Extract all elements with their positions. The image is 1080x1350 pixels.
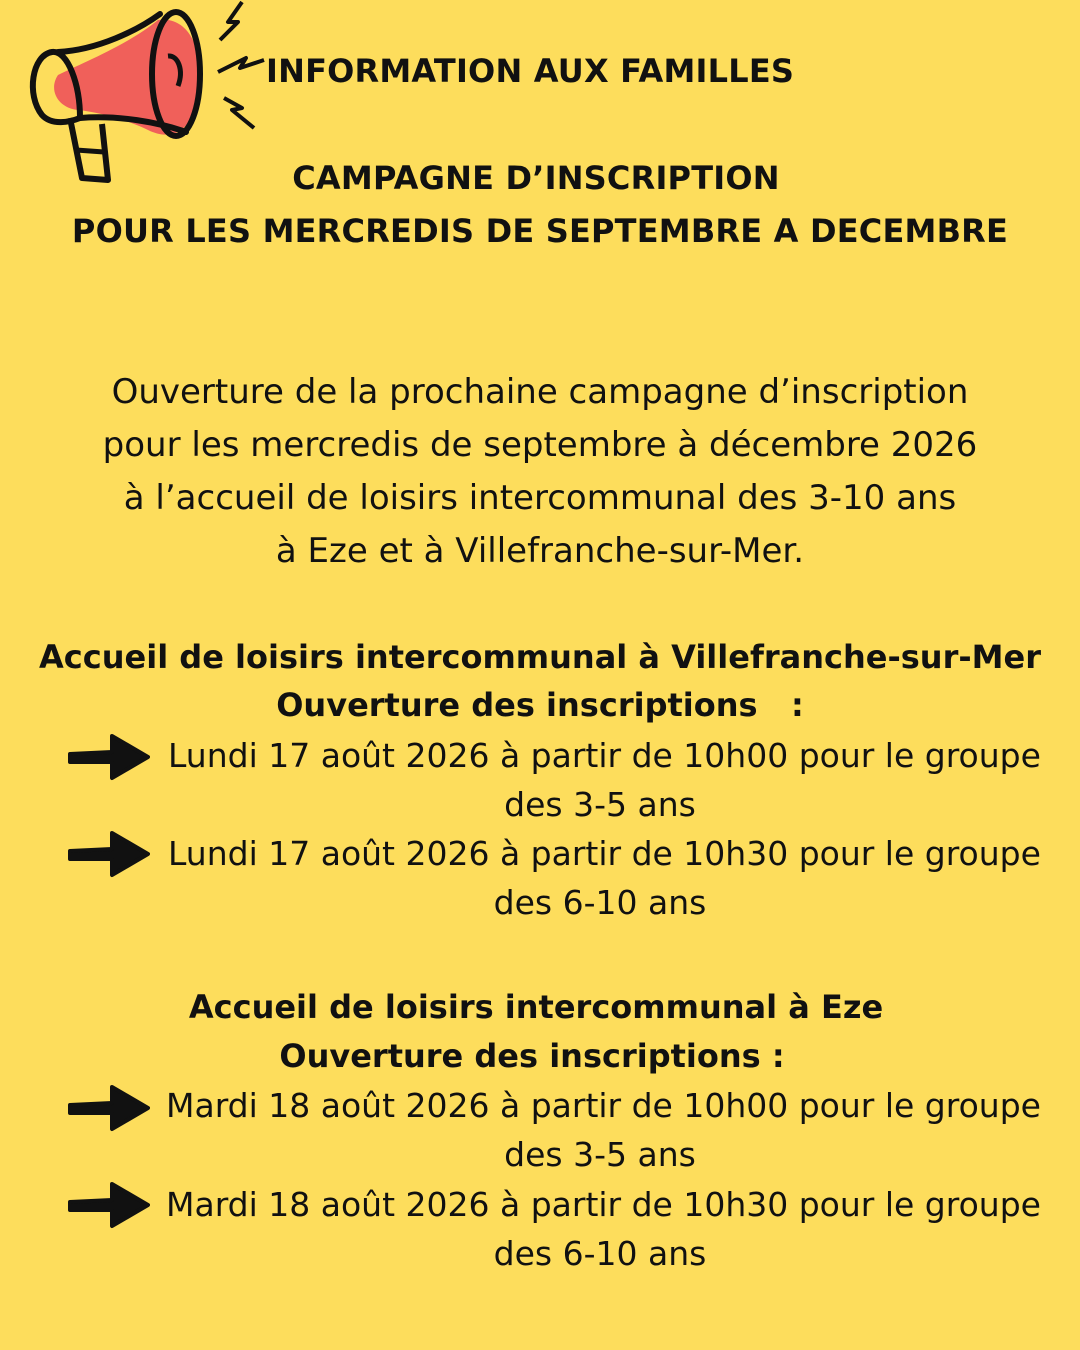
header-title: INFORMATION AUX FAMILLES xyxy=(266,52,795,90)
section-villefranche-title: Accueil de loisirs intercommunal à Villefranche-sur-Mer xyxy=(39,638,1041,676)
arrow-right-icon xyxy=(66,732,150,782)
entry-villefranche-2-line1: Lundi 17 août 2026 à partir de 10h30 pour le groupe xyxy=(168,834,1041,873)
section-villefranche-subtitle: Ouverture des inscriptions : xyxy=(276,686,804,724)
intro-line-2: pour les mercredis de septembre à décembre 2026 xyxy=(102,425,978,465)
intro-line-4: à Eze et à Villefranche-sur-Mer. xyxy=(275,531,805,571)
arrow-right-icon xyxy=(66,829,150,879)
entry-villefranche-1-line1: Lundi 17 août 2026 à partir de 10h00 pour le groupe xyxy=(168,736,1041,775)
entry-villefranche-2-line2: des 6-10 ans xyxy=(493,883,707,922)
intro-line-3: à l’accueil de loisirs intercommunal des 3-10 ans xyxy=(123,478,957,518)
entry-eze-2-line2: des 6-10 ans xyxy=(493,1234,707,1273)
arrow-right-icon xyxy=(66,1083,150,1133)
entry-eze-1-line2: des 3-5 ans xyxy=(504,1135,696,1174)
entry-villefranche-1-line2: des 3-5 ans xyxy=(504,785,696,824)
campaign-title-line2: POUR LES MERCREDIS DE SEPTEMBRE A DECEMBRE xyxy=(71,212,1009,250)
campaign-title-line1: CAMPAGNE D’INSCRIPTION xyxy=(292,159,780,197)
entry-eze-2-line1: Mardi 18 août 2026 à partir de 10h30 pour le groupe xyxy=(166,1185,1041,1224)
section-eze-subtitle: Ouverture des inscriptions : xyxy=(279,1037,785,1075)
section-eze-title: Accueil de loisirs intercommunal à Eze xyxy=(188,988,884,1026)
intro-line-1: Ouverture de la prochaine campagne d’inscription xyxy=(111,372,969,412)
entry-eze-1-line1: Mardi 18 août 2026 à partir de 10h00 pour le groupe xyxy=(166,1086,1041,1125)
arrow-right-icon xyxy=(66,1180,150,1230)
